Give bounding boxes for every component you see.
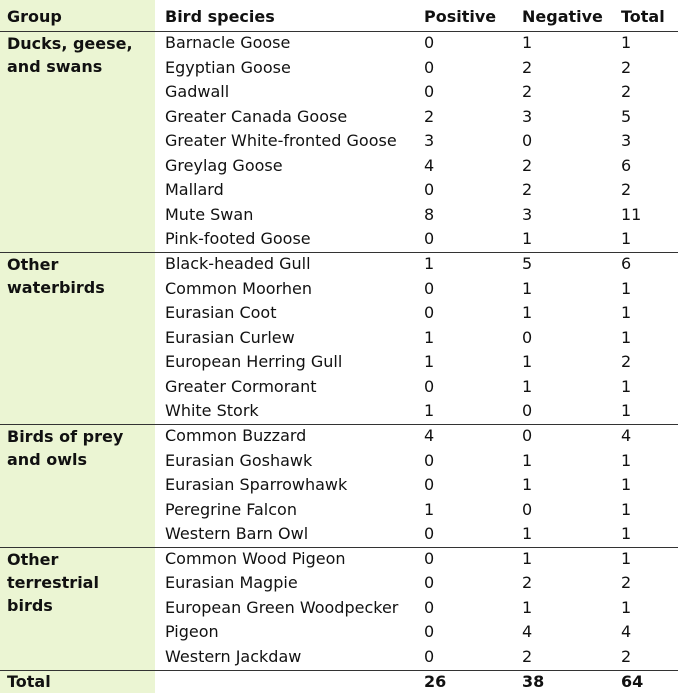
header-negative: Negative	[522, 7, 603, 26]
table-row	[0, 596, 678, 620]
cell-species: Barnacle Goose	[165, 33, 291, 52]
cell-total: 6	[621, 155, 632, 175]
total-positive: 26	[424, 671, 447, 691]
cell-total: 4	[621, 622, 632, 642]
cell-total: 2	[621, 573, 632, 593]
table-row	[0, 31, 678, 55]
cell-negative: 1	[522, 597, 533, 617]
table-row	[0, 449, 678, 473]
cell-species: Greater White-fronted Goose	[165, 131, 397, 151]
header-group: Group	[7, 7, 62, 26]
cell-negative: 1	[522, 376, 533, 396]
cell-total: 1	[621, 376, 632, 396]
header-positive: Positive	[424, 7, 497, 26]
table-row	[0, 547, 678, 571]
cell-negative: 2	[522, 647, 533, 666]
cell-total: 2	[621, 57, 632, 77]
header-bird-species: Bird species	[165, 7, 275, 26]
cell-total: 1	[621, 597, 632, 617]
cell-species: Peregrine Falcon	[165, 499, 297, 519]
cell-negative: 2	[522, 57, 533, 77]
cell-negative: 1	[522, 352, 533, 372]
cell-species: Black-headed Gull	[165, 254, 311, 274]
cell-negative: 0	[522, 131, 533, 151]
table-row	[0, 375, 678, 399]
cell-total: 6	[621, 254, 632, 274]
cell-total: 11	[621, 204, 642, 224]
table-row	[0, 56, 678, 80]
cell-negative: 2	[522, 180, 533, 200]
cell-positive: 2	[424, 106, 435, 126]
table-row	[0, 350, 678, 374]
table-row	[0, 80, 678, 104]
cell-positive: 1	[424, 499, 435, 519]
cell-positive: 0	[424, 33, 435, 52]
cell-positive: 0	[424, 303, 435, 323]
cell-total: 3	[621, 131, 632, 151]
cell-positive: 0	[424, 597, 435, 617]
cell-positive: 0	[424, 229, 435, 249]
cell-species: White Stork	[165, 401, 259, 421]
cell-negative: 0	[522, 327, 533, 347]
table-header-row	[0, 0, 678, 32]
table-row	[0, 620, 678, 644]
cell-total: 1	[621, 401, 632, 421]
cell-total: 1	[621, 475, 632, 495]
cell-total: 2	[621, 647, 632, 666]
group-label: Other waterbirds	[7, 255, 105, 298]
cell-species: Eurasian Sparrowhawk	[165, 475, 348, 495]
cell-total: 1	[621, 499, 632, 519]
cell-positive: 0	[424, 475, 435, 495]
cell-negative: 3	[522, 204, 533, 224]
cell-negative: 2	[522, 155, 533, 175]
cell-positive: 0	[424, 450, 435, 470]
cell-negative: 2	[522, 573, 533, 593]
cell-negative: 1	[522, 450, 533, 470]
cell-species: Western Barn Owl	[165, 524, 309, 544]
total-total: 64	[621, 671, 644, 691]
cell-positive: 0	[424, 376, 435, 396]
total-negative: 38	[522, 671, 545, 691]
cell-total: 1	[621, 33, 632, 52]
cell-species: Greater Canada Goose	[165, 106, 348, 126]
cell-total: 4	[621, 425, 632, 445]
table-row	[0, 154, 678, 178]
cell-positive: 8	[424, 204, 435, 224]
cell-positive: 0	[424, 573, 435, 593]
cell-negative: 1	[522, 33, 533, 52]
cell-species: European Green Woodpecker	[165, 597, 399, 617]
table-row	[0, 129, 678, 153]
cell-positive: 1	[424, 254, 435, 274]
cell-positive: 0	[424, 548, 435, 568]
table-row	[0, 424, 678, 448]
group-label: Other terrestrial birds	[7, 549, 99, 615]
cell-total: 1	[621, 548, 632, 568]
cell-negative: 1	[522, 524, 533, 544]
cell-total: 1	[621, 229, 632, 249]
table-row	[0, 301, 678, 325]
cell-negative: 0	[522, 425, 533, 445]
table-total-row	[0, 670, 678, 694]
cell-negative: 1	[522, 229, 533, 249]
table-row	[0, 571, 678, 595]
cell-positive: 0	[424, 647, 435, 666]
cell-positive: 0	[424, 524, 435, 544]
cell-species: Gadwall	[165, 82, 230, 102]
cell-positive: 4	[424, 155, 435, 175]
cell-positive: 1	[424, 401, 435, 421]
cell-total: 5	[621, 106, 632, 126]
cell-positive: 3	[424, 131, 435, 151]
group-label: Birds of prey and owls	[7, 426, 124, 469]
header-total: Total	[621, 7, 665, 26]
table-row	[0, 227, 678, 251]
cell-total: 1	[621, 450, 632, 470]
cell-species: Greylag Goose	[165, 155, 283, 175]
cell-negative: 0	[522, 401, 533, 421]
table-row	[0, 277, 678, 301]
cell-total: 1	[621, 303, 632, 323]
cell-total: 2	[621, 180, 632, 200]
cell-species: Western Jackdaw	[165, 647, 302, 666]
cell-negative: 2	[522, 82, 533, 102]
table-row	[0, 203, 678, 227]
cell-positive: 0	[424, 278, 435, 298]
cell-positive: 0	[424, 57, 435, 77]
cell-positive: 0	[424, 180, 435, 200]
cell-negative: 0	[522, 499, 533, 519]
table-row	[0, 326, 678, 350]
cell-total: 1	[621, 327, 632, 347]
cell-species: Egyptian Goose	[165, 57, 291, 77]
total-label: Total	[7, 671, 51, 691]
cell-species: Common Buzzard	[165, 425, 307, 445]
cell-species: Eurasian Coot	[165, 303, 277, 323]
cell-species: Pink-footed Goose	[165, 229, 311, 249]
cell-species: Eurasian Curlew	[165, 327, 295, 347]
cell-negative: 3	[522, 106, 533, 126]
cell-negative: 1	[522, 548, 533, 568]
cell-negative: 5	[522, 254, 533, 274]
table-row	[0, 399, 678, 423]
cell-positive: 0	[424, 82, 435, 102]
cell-species: Mallard	[165, 180, 224, 200]
cell-total: 1	[621, 524, 632, 544]
cell-species: Common Moorhen	[165, 278, 312, 298]
cell-species: Pigeon	[165, 622, 219, 642]
cell-positive: 0	[424, 622, 435, 642]
table-row	[0, 645, 678, 669]
cell-total: 2	[621, 352, 632, 372]
cell-negative: 4	[522, 622, 533, 642]
cell-species: European Herring Gull	[165, 352, 343, 372]
cell-positive: 1	[424, 352, 435, 372]
cell-species: Common Wood Pigeon	[165, 548, 346, 568]
cell-total: 1	[621, 278, 632, 298]
table-row	[0, 522, 678, 546]
cell-positive: 4	[424, 425, 435, 445]
cell-species: Eurasian Goshawk	[165, 450, 313, 470]
group-label: Ducks, geese, and swans	[7, 34, 133, 76]
table-row	[0, 252, 678, 276]
cell-species: Eurasian Magpie	[165, 573, 298, 593]
table-row	[0, 473, 678, 497]
cell-total: 2	[621, 82, 632, 102]
cell-species: Greater Cormorant	[165, 376, 317, 396]
table-row	[0, 498, 678, 522]
cell-negative: 1	[522, 278, 533, 298]
table-row	[0, 178, 678, 202]
cell-negative: 1	[522, 303, 533, 323]
table-row	[0, 105, 678, 129]
cell-negative: 1	[522, 475, 533, 495]
cell-positive: 1	[424, 327, 435, 347]
cell-species: Mute Swan	[165, 204, 254, 224]
